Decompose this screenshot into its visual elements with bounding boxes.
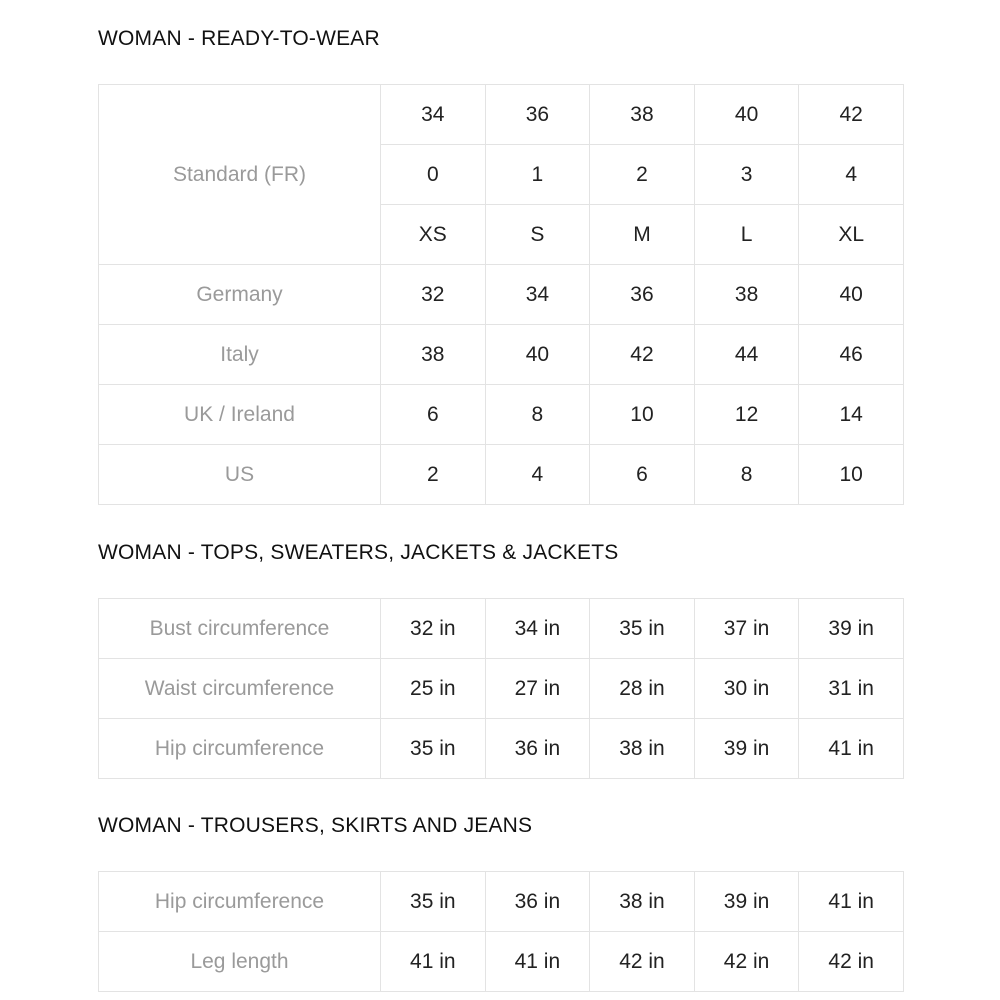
table-cell: 41 in — [799, 719, 904, 779]
table-cell: 12 — [694, 385, 799, 445]
section-title-ready-to-wear: WOMAN - READY-TO-WEAR — [98, 27, 380, 50]
table-cell: 38 in — [590, 872, 695, 932]
row-label-hip-circumference: Hip circumference — [99, 872, 381, 932]
table-cell: 27 in — [485, 659, 590, 719]
table-cell: 38 — [694, 265, 799, 325]
table-cell: 35 in — [381, 719, 486, 779]
table-cell: 32 — [381, 265, 486, 325]
table-cell: 40 — [694, 85, 799, 145]
row-label-waist-circumference: Waist circumference — [99, 659, 381, 719]
table-cell: 4 — [485, 445, 590, 505]
ready-to-wear-size-table — [98, 84, 904, 505]
table-cell: 30 in — [694, 659, 799, 719]
table-cell: 2 — [381, 445, 486, 505]
table-cell: 34 — [485, 265, 590, 325]
table-cell: M — [590, 205, 695, 265]
table-cell: 25 in — [381, 659, 486, 719]
table-cell: XS — [381, 205, 486, 265]
table-cell: 36 in — [485, 872, 590, 932]
table-cell: 37 in — [694, 599, 799, 659]
row-label-standard-fr: Standard (FR) — [99, 85, 381, 265]
table-cell: 32 in — [381, 599, 486, 659]
table-cell: 8 — [694, 445, 799, 505]
table-cell: 3 — [694, 145, 799, 205]
tops-size-table — [98, 598, 904, 779]
row-label-uk-ireland: UK / Ireland — [99, 385, 381, 445]
table-row — [99, 385, 904, 445]
row-label-leg-length: Leg length — [99, 932, 381, 992]
table-cell: 35 in — [590, 599, 695, 659]
table-cell: 0 — [381, 145, 486, 205]
table-cell: 41 in — [381, 932, 486, 992]
table-cell: 41 in — [799, 872, 904, 932]
table-cell: 34 in — [485, 599, 590, 659]
row-label-italy: Italy — [99, 325, 381, 385]
table-cell: 6 — [381, 385, 486, 445]
table-row — [99, 265, 904, 325]
table-cell: 39 in — [694, 872, 799, 932]
table-cell: 42 — [799, 85, 904, 145]
table-cell: 42 — [590, 325, 695, 385]
table-cell: 38 — [381, 325, 486, 385]
table-row — [99, 719, 904, 779]
table-cell: 1 — [485, 145, 590, 205]
section-title-tops: WOMAN - TOPS, SWEATERS, JACKETS & JACKETS — [98, 541, 619, 564]
section-title-trousers: WOMAN - TROUSERS, SKIRTS AND JEANS — [98, 814, 533, 837]
table-cell: XL — [799, 205, 904, 265]
table-cell: 35 in — [381, 872, 486, 932]
table-cell: 38 — [590, 85, 695, 145]
table-row — [99, 599, 904, 659]
table-cell: 40 — [799, 265, 904, 325]
table-cell: 4 — [799, 145, 904, 205]
table-cell: 36 — [590, 265, 695, 325]
table-cell: 40 — [485, 325, 590, 385]
table-row — [99, 932, 904, 992]
table-cell: 31 in — [799, 659, 904, 719]
table-cell: 2 — [590, 145, 695, 205]
table-cell: 46 — [799, 325, 904, 385]
table-cell: 10 — [799, 445, 904, 505]
trousers-size-table — [98, 871, 904, 992]
table-cell: 42 in — [694, 932, 799, 992]
table-cell: 39 in — [694, 719, 799, 779]
table-cell: L — [694, 205, 799, 265]
table-row — [99, 85, 904, 145]
table-cell: S — [485, 205, 590, 265]
table-cell: 36 — [485, 85, 590, 145]
table-cell: 38 in — [590, 719, 695, 779]
table-cell: 34 — [381, 85, 486, 145]
table-cell: 6 — [590, 445, 695, 505]
table-cell: 10 — [590, 385, 695, 445]
table-cell: 36 in — [485, 719, 590, 779]
table-cell: 41 in — [485, 932, 590, 992]
row-label-bust-circumference: Bust circumference — [99, 599, 381, 659]
row-label-hip-circumference: Hip circumference — [99, 719, 381, 779]
table-cell: 42 in — [799, 932, 904, 992]
table-row — [99, 445, 904, 505]
table-cell: 14 — [799, 385, 904, 445]
table-cell: 42 in — [590, 932, 695, 992]
row-label-us: US — [99, 445, 381, 505]
table-row — [99, 872, 904, 932]
table-row — [99, 325, 904, 385]
table-cell: 28 in — [590, 659, 695, 719]
table-row — [99, 659, 904, 719]
table-cell: 39 in — [799, 599, 904, 659]
table-cell: 8 — [485, 385, 590, 445]
table-cell: 44 — [694, 325, 799, 385]
row-label-germany: Germany — [99, 265, 381, 325]
